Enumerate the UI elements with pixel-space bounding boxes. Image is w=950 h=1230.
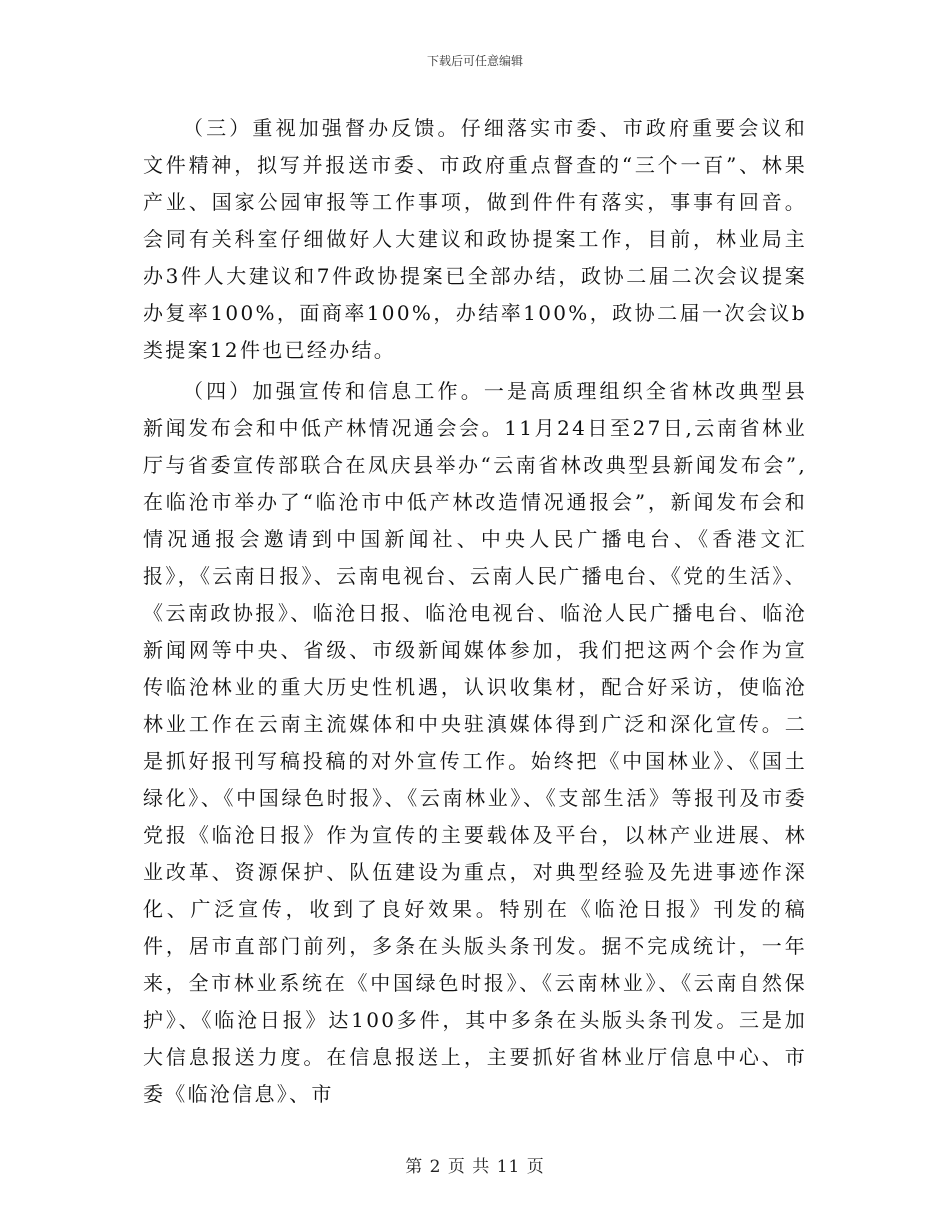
header-note: 下载后可任意编辑 xyxy=(426,54,523,68)
document-body xyxy=(143,110,807,1113)
paragraph-supervision-feedback: （三）重视加强督办反馈。仔细落实市委、市政府重要会议和文件精神，拟写并报送市委、市政府重点督查的“三个一百”、林果产业、国家公园审报等工作事项，做到件件有落实，事事有回音。会同有关科室仔细做好人大建议和政协提案工作，目前，林业局主办3件人大建议和7件政协提案已全部办结，政协二届二次会议提案办复率100%，面商率100%，办结率100%，政协二届一次会议b类提案12件也已经办结。 xyxy=(143,116,807,362)
page-number: 第 2 页 共 11 页 xyxy=(405,1157,545,1177)
paragraph-publicity-information: （四）加强宣传和信息工作。一是高质理组织全省林改典型县新闻发布会和中低产林情况通会会。11月24日至27日,云南省林业厅与省委宣传部联合在凤庆县举办“云南省林改典型县新闻发布会”,在临沧市举办了“临沧市中低产林改造情况通报会”，新闻发布会和情况通报会邀请到中国新闻社、中央人民广播电台、《香港文汇报》，《云南日报》、云南电视台、云南人民广播电台、《党的生活》、《云南政协报》、临沧日报、临沧电视台、临沧人民广播电台、临沧新闻网等中央、省级、市级新闻媒体参加，我们把这两个会作为宣传临沧林业的重大历史性机遇，认识收集材，配合好采访，使临沧林业工作在云南主流媒体和中央驻滇媒体得到广泛和深化宣传。二是抓好报刊写稿投稿的对外宣传工作。始终把《中国林业》、《国土绿化》、《中国绿色时报》、《云南林业》、《支部生活》等报刊及市委党报《临沧日报》作为宣传的主要载体及平台，以林产业进展、林业改革、资源保护、队伍建设为重点，对典型经验及先进事迹作深化、广泛宣传，收到了良好效果。特别在《临沧日报》刊发的稿件，居市直部门前列，多条在头版头条刊发。据不完成统计，一年来，全市林业系统在《中国绿色时报》、《云南林业》、《云南自然保护》、《临沧日报》达100多件，其中多条在头版头条刊发。三是加大信息报送力度。在信息报送上，主要抓好省林业厅信息中心、市委《临沧信息》、市 xyxy=(143,379,807,1106)
